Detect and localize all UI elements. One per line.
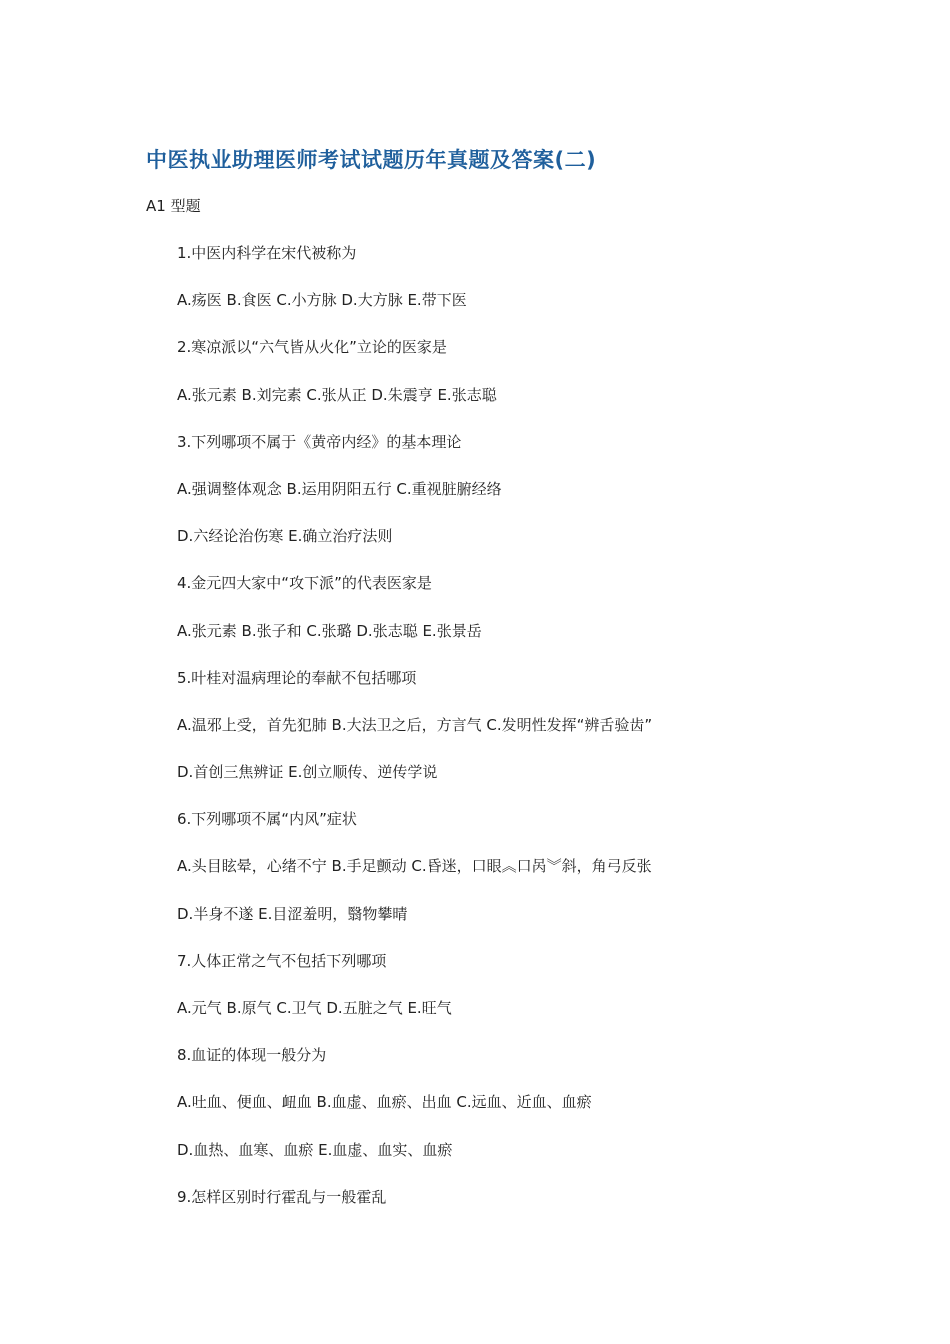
document-title: 中医执业助理医师考试试题历年真题及答案(二) xyxy=(146,148,597,172)
answer-options-line: D.血热、血寒、血瘀 E.血虚、血实、血瘀 xyxy=(177,1140,453,1159)
answer-options-line: A.张元素 B.张子和 C.张璐 D.张志聪 E.张景岳 xyxy=(177,621,482,640)
answer-options-line: A.头目眩晕，心绪不宁 B.手足颤动 C.昏迷，口眼︽口呙︾斜，角弓反张 xyxy=(177,857,652,876)
question-line: 1.中医内科学在宋代被称为 xyxy=(177,244,357,262)
answer-options-line: A.张元素 B.刘完素 C.张从正 D.朱震亨 E.张志聪 xyxy=(177,385,497,404)
answer-options-line: D.六经论治伤寒 E.确立治疗法则 xyxy=(177,527,393,546)
answer-options-line: A.强调整体观念 B.运用阴阳五行 C.重视脏腑经络 xyxy=(177,479,502,498)
section-heading: A1 型题 xyxy=(146,197,201,215)
question-line: 2.寒凉派以“六气皆从火化”立论的医家是 xyxy=(177,338,447,357)
answer-options-line: A.吐血、便血、衄血 B.血虚、血瘀、出血 C.远血、近血、血瘀 xyxy=(177,1093,592,1112)
question-line: 5.叶桂对温病理论的奉献不包括哪项 xyxy=(177,668,417,687)
question-list xyxy=(177,240,652,1231)
answer-options-line: D.半身不遂 E.目涩羞明，翳物攀晴 xyxy=(177,904,408,923)
answer-options-line: D.首创三焦辨证 E.创立顺传、逆传学说 xyxy=(177,763,438,782)
question-line: 4.金元四大家中“攻下派”的代表医家是 xyxy=(177,574,432,593)
answer-options-line: A.元气 B.原气 C.卫气 D.五脏之气 E.旺气 xyxy=(177,999,452,1017)
question-line: 6.下列哪项不属“内风”症状 xyxy=(177,810,357,829)
question-line: 9.怎样区别时行霍乱与一般霍乱 xyxy=(177,1187,387,1206)
question-line: 8.血证的体现一般分为 xyxy=(177,1046,327,1065)
answer-options-line: A.温邪上受，首先犯肺 B.大法卫之后，方言气 C.发明性发挥“辨舌验齿” xyxy=(177,715,653,734)
answer-options-line: A.疡医 B.食医 C.小方脉 D.大方脉 E.带下医 xyxy=(177,291,467,310)
question-line: 7.人体正常之气不包括下列哪项 xyxy=(177,951,387,970)
question-line: 3.下列哪项不属于《黄帝内经》的基本理论 xyxy=(177,432,462,451)
